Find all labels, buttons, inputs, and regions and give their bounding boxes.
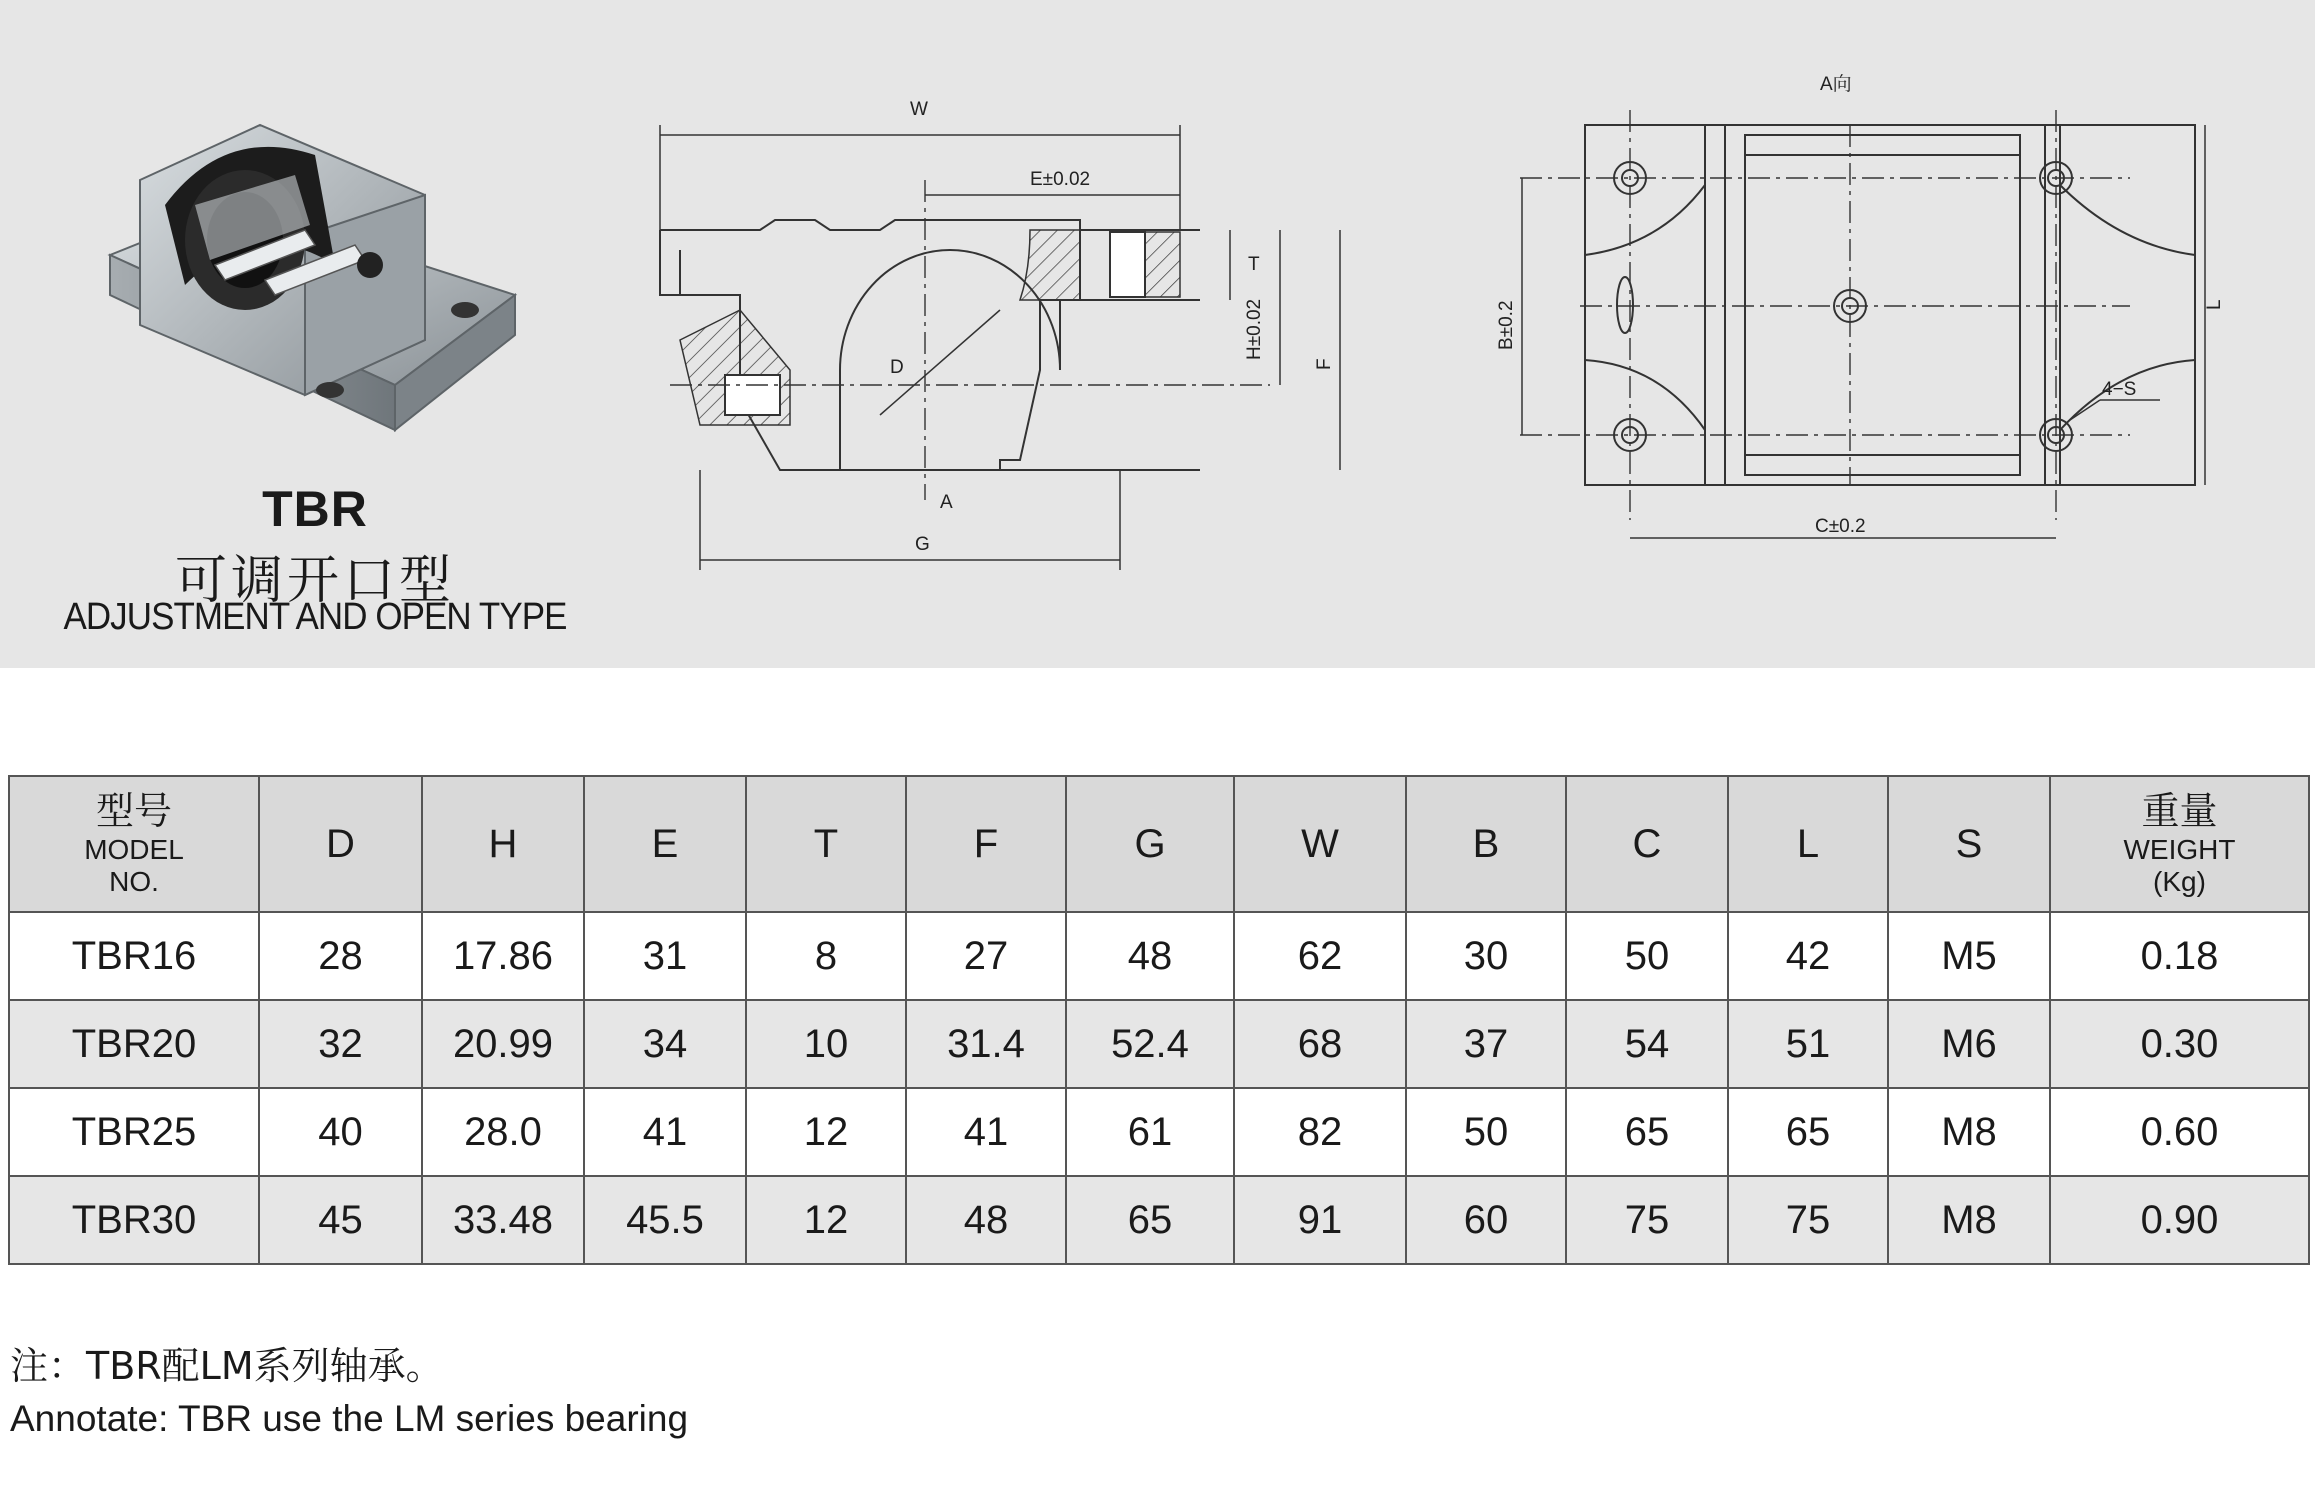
cell-weight: 0.90 [2050, 1176, 2309, 1264]
cell-b: 60 [1406, 1176, 1566, 1264]
cell-h: 17.86 [422, 912, 584, 1000]
cell-l: 75 [1728, 1176, 1888, 1264]
cell-h: 33.48 [422, 1176, 584, 1264]
cell-w: 82 [1234, 1088, 1406, 1176]
cell-t: 12 [746, 1176, 906, 1264]
cell-f: 48 [906, 1176, 1066, 1264]
cell-e: 41 [584, 1088, 746, 1176]
cell-l: 51 [1728, 1000, 1888, 1088]
cell-e: 34 [584, 1000, 746, 1088]
cell-model: TBR25 [9, 1088, 259, 1176]
top-view-drawing [1480, 60, 2240, 560]
cell-g: 52.4 [1066, 1000, 1234, 1088]
cell-s: M8 [1888, 1088, 2050, 1176]
cell-s: M6 [1888, 1000, 2050, 1088]
cell-weight: 0.60 [2050, 1088, 2309, 1176]
dim-l-label: L [2204, 299, 2225, 310]
cell-l: 65 [1728, 1088, 1888, 1176]
cell-t: 8 [746, 912, 906, 1000]
header-col-d: D [259, 776, 422, 912]
cell-d: 40 [259, 1088, 422, 1176]
cell-s: M5 [1888, 912, 2050, 1000]
header-col-t: T [746, 776, 906, 912]
header-col-w: W [1234, 776, 1406, 912]
table-row [9, 1176, 2309, 1264]
cell-h: 20.99 [422, 1000, 584, 1088]
cell-model: TBR20 [9, 1000, 259, 1088]
notes [10, 1335, 688, 1440]
header-model-cn: 型号 [95, 788, 172, 833]
product-model-title: TBR [262, 481, 368, 537]
cell-d: 45 [259, 1176, 422, 1264]
table-row [9, 1000, 2309, 1088]
cell-model: TBR30 [9, 1176, 259, 1264]
cell-f: 41 [906, 1088, 1066, 1176]
header-col-g: G [1066, 776, 1234, 912]
cell-h: 28.0 [422, 1088, 584, 1176]
cell-w: 68 [1234, 1000, 1406, 1088]
cell-b: 50 [1406, 1088, 1566, 1176]
note-cn: 注：TBR配LM系列轴承。 [10, 1344, 444, 1388]
cell-g: 48 [1066, 912, 1234, 1000]
table-header-row [9, 776, 2309, 912]
cell-e: 45.5 [584, 1176, 746, 1264]
cell-w: 62 [1234, 912, 1406, 1000]
table-row [9, 1088, 2309, 1176]
cell-d: 28 [259, 912, 422, 1000]
cell-weight: 0.18 [2050, 912, 2309, 1000]
header-model-en2: NO. [109, 865, 159, 897]
cell-b: 30 [1406, 912, 1566, 1000]
product-name-cn: 可调开口型 [174, 551, 455, 611]
header-model [9, 776, 259, 912]
table-row [9, 912, 2309, 1000]
cell-w: 91 [1234, 1176, 1406, 1264]
cell-l: 42 [1728, 912, 1888, 1000]
side-view-drawing [640, 70, 1400, 590]
cell-d: 32 [259, 1000, 422, 1088]
dim-f-label: F [1314, 358, 1335, 370]
cell-c: 65 [1566, 1088, 1728, 1176]
header-weight [2050, 776, 2309, 912]
header-col-e: E [584, 776, 746, 912]
spec-table [8, 775, 2310, 1265]
dim-d-label: D [890, 357, 904, 378]
cell-c: 50 [1566, 912, 1728, 1000]
dim-e-label: E±0.02 [1030, 169, 1091, 190]
header-model-en1: MODEL [84, 833, 184, 865]
dim-s-label: 4−S [2102, 379, 2137, 400]
cell-t: 12 [746, 1088, 906, 1176]
dim-h-label: H±0.02 [1244, 298, 1265, 360]
cell-e: 31 [584, 912, 746, 1000]
header-col-b: B [1406, 776, 1566, 912]
note-en: Annotate: TBR use the LM series bearing [10, 1398, 689, 1439]
cell-c: 54 [1566, 1000, 1728, 1088]
cell-s: M8 [1888, 1176, 2050, 1264]
header-col-c: C [1566, 776, 1728, 912]
dim-w-label: W [910, 99, 928, 120]
drawing-panel [0, 0, 2315, 668]
header-col-h: H [422, 776, 584, 912]
dim-t-label: T [1248, 254, 1260, 275]
dim-g-label: G [915, 534, 930, 555]
header-col-s: S [1888, 776, 2050, 912]
cell-b: 37 [1406, 1000, 1566, 1088]
cell-f: 31.4 [906, 1000, 1066, 1088]
header-weight-en2: (Kg) [2153, 865, 2206, 897]
cell-g: 65 [1066, 1176, 1234, 1264]
dim-a-label: A [940, 492, 953, 513]
cell-model: TBR16 [9, 912, 259, 1000]
cell-t: 10 [746, 1000, 906, 1088]
header-weight-cn: 重量 [2141, 788, 2218, 833]
product-photo [95, 85, 535, 455]
header-col-l: L [1728, 776, 1888, 912]
cell-weight: 0.30 [2050, 1000, 2309, 1088]
header-col-f: F [906, 776, 1066, 912]
cell-c: 75 [1566, 1176, 1728, 1264]
cell-g: 61 [1066, 1088, 1234, 1176]
cell-f: 27 [906, 912, 1066, 1000]
view-a-label: A向 [1820, 74, 1852, 95]
dim-c-label: C±0.2 [1815, 516, 1866, 537]
header-weight-en1: WEIGHT [2123, 833, 2236, 865]
dim-b-label: B±0.2 [1496, 300, 1517, 350]
product-name-en: ADJUSTMENT AND OPEN TYPE [63, 596, 567, 638]
